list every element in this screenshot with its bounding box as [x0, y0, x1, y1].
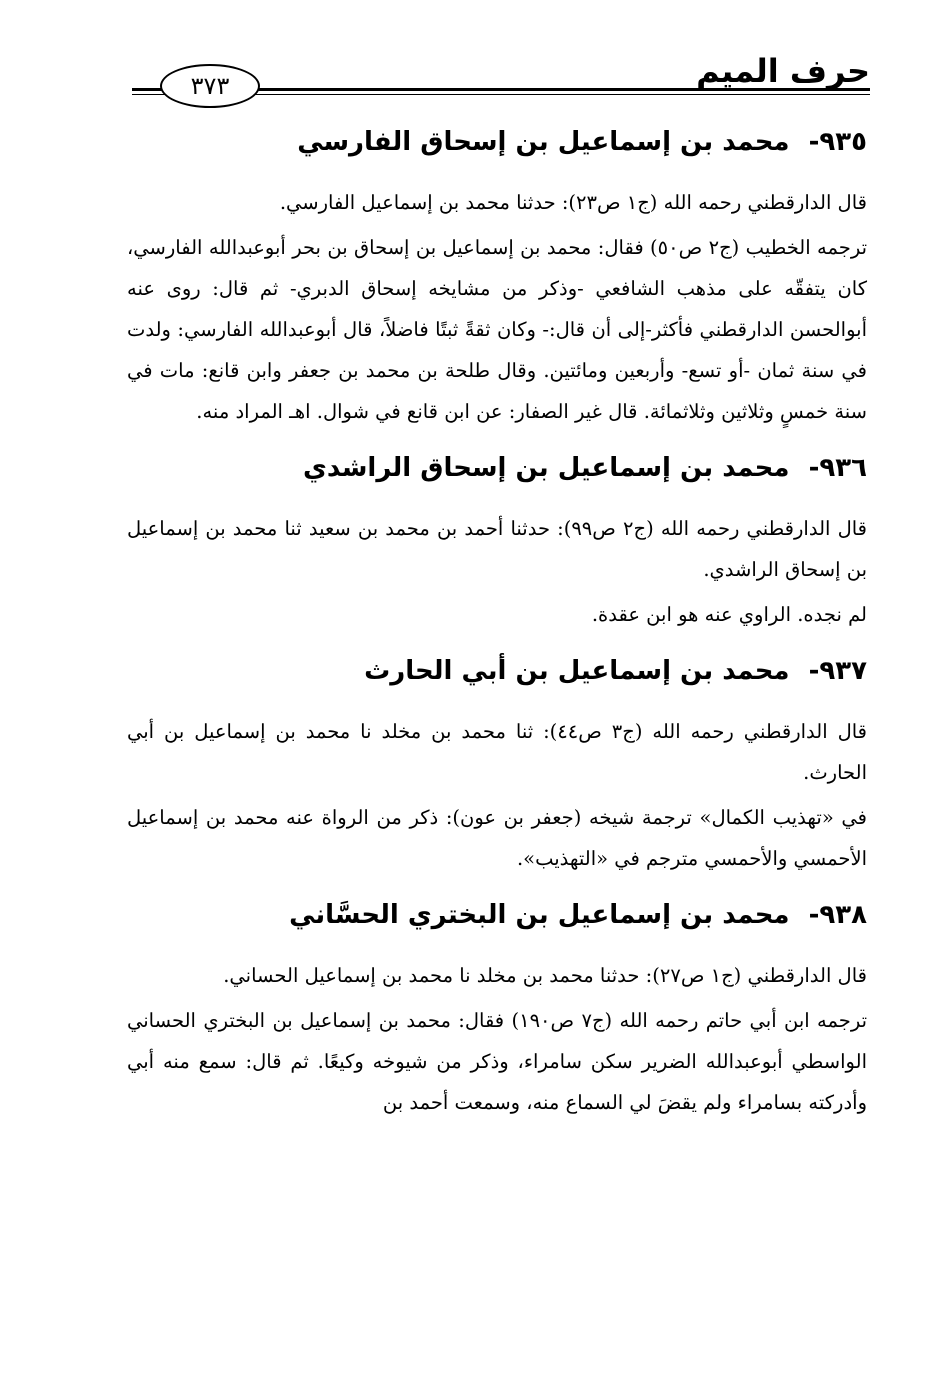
entry-heading	[127, 122, 867, 162]
entry-heading	[127, 895, 867, 935]
entry-number: ٩٣٥-	[808, 127, 867, 157]
entry-number: ٩٣٦-	[808, 453, 867, 483]
page-number: ٣٧٣	[160, 64, 260, 108]
entry-937	[127, 651, 867, 879]
entry-number: ٩٣٧-	[808, 656, 867, 686]
entry-heading	[127, 448, 867, 488]
paragraph: لم نجده. الراوي عنه هو ابن عقدة.	[591, 603, 867, 626]
entry-title: محمد بن إسماعيل بن إسحاق الفارسي	[297, 127, 790, 157]
paragraph: قال الدارقطني رحمه الله (ج٢ ص٩٩): حدثنا أحمد بن محمد بن سعيد ثنا محمد بن إسماعيل بن إسحاق الراشدي.	[127, 517, 867, 581]
entry-number: ٩٣٨-	[808, 900, 867, 930]
chapter-title: حرف الميم	[696, 52, 870, 90]
page-body	[127, 122, 867, 1139]
page-header	[132, 48, 870, 108]
paragraph: قال الدارقطني (ج١ ص٢٧): حدثنا محمد بن مخلد نا محمد بن إسماعيل الحساني.	[223, 964, 867, 987]
paragraph: في «تهذيب الكمال» ترجمة شيخه (جعفر بن عون): ذكر من الرواة عنه محمد بن إسماعيل الأحمسي والأحمسي مترجم في «التهذيب».	[127, 806, 867, 870]
entry-935	[127, 122, 867, 432]
paragraph: قال الدارقطني رحمه الله (ج٣ ص٤٤): ثنا محمد بن مخلد نا محمد بن إسماعيل بن أبي الحارث.	[127, 720, 868, 784]
entry-title: محمد بن إسماعيل بن البختري الحسَّاني	[289, 900, 790, 930]
entry-heading	[127, 651, 867, 691]
entry-936	[127, 448, 867, 635]
paragraph: قال الدارقطني رحمه الله (ج١ ص٢٣): حدثنا محمد بن إسماعيل الفارسي.	[279, 191, 867, 214]
paragraph: ترجمه الخطيب (ج٢ ص٥٠) فقال: محمد بن إسماعيل بن إسحاق بن بحر أبوعبدالله الفارسي، كان يتفقّه على مذهب الشافعي -وذكر من مشايخه إسحاق الدبري- ثم قال: روى عنه أبوالحسن الدارقطني فأكثر-إلى أن قال:- وكان ثقةً ثبتًا فاضلاً، قال أبوعبدالله الفارسي: ولدت في سنة ثمان -أو تسع- وأربعين ومائتين. وقال طلحة بن محمد بن جعفر وابن قانع: مات في سنة خمسٍ وثلاثين وثلاثمائة. قال غير الصفار: عن ابن قانع في شوال. اهـ المراد منه.	[127, 236, 868, 423]
entry-title: محمد بن إسماعيل بن أبي الحارث	[364, 656, 790, 686]
entry-title: محمد بن إسماعيل بن إسحاق الراشدي	[303, 453, 790, 483]
paragraph: ترجمه ابن أبي حاتم رحمه الله (ج٧ ص١٩٠) فقال: محمد بن إسماعيل بن البختري الحساني الواسطي أبوعبدالله الضرير سكن سامراء، وذكر من شيوخه وكيعًا. ثم قال: سمع منه أبي وأدركته بسامراء ولم يقضَ لي السماع منه، وسمعت أحمد بن	[127, 1009, 868, 1114]
entry-938	[127, 895, 867, 1123]
